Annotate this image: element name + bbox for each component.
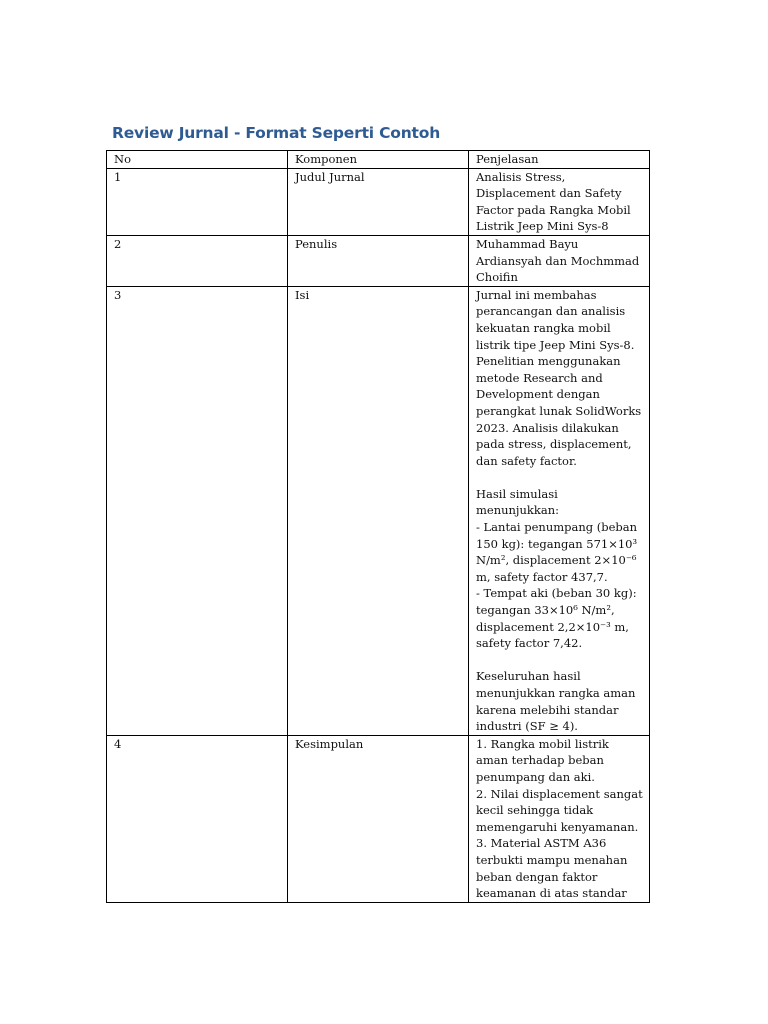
cell-komponen: Kesimpulan <box>288 735 469 902</box>
cell-komponen: Judul Jurnal <box>288 168 469 235</box>
cell-penjelasan: 1. Rangka mobil listrik aman terhadap beban penumpang dan aki. 2. Nilai displacement sangat kecil sehingga tidak memengaruhi kenyamanan. 3. Material ASTM A36 terbukti mampu menahan beban dengan faktor keamanan di atas standar <box>469 735 650 902</box>
header-komponen: Komponen <box>288 151 469 169</box>
table-row <box>107 168 650 235</box>
table-row <box>107 735 650 902</box>
cell-komponen: Penulis <box>288 235 469 286</box>
header-no: No <box>107 151 288 169</box>
table-row <box>107 286 650 735</box>
header-penjelasan: Penjelasan <box>469 151 650 169</box>
review-table <box>106 150 650 903</box>
table-header-row <box>107 151 650 169</box>
cell-penjelasan: Muhammad Bayu Ardiansyah dan Mochmmad Choifin <box>469 235 650 286</box>
cell-penjelasan: Analisis Stress, Displacement dan Safety Factor pada Rangka Mobil Listrik Jeep Mini Sys-8 <box>469 168 650 235</box>
cell-penjelasan: Jurnal ini membahas perancangan dan analisis kekuatan rangka mobil listrik tipe Jeep Mini Sys-8. Penelitian menggunakan metode Research and Development dengan perangkat lunak SolidWorks 2023. Analisis dilakukan pada stress, displacement, dan safety factor. Hasil simulasi menunjukkan: - Lantai penumpang (beban 150 kg): tegangan 571×10³ N/m², displacement 2×10⁻⁶ m, safety factor 437,7. - Tempat aki (beban 30 kg): tegangan 33×10⁶ N/m², displacement 2,2×10⁻³ m, safety factor 7,42. Keseluruhan hasil menunjukkan rangka aman karena melebihi standar industri (SF ≥ 4). <box>469 286 650 735</box>
cell-no: 1 <box>107 168 288 235</box>
table-row <box>107 235 650 286</box>
document-title: Review Jurnal - Format Seperti Contoh <box>112 124 441 142</box>
cell-komponen: Isi <box>288 286 469 735</box>
cell-no: 2 <box>107 235 288 286</box>
cell-no: 3 <box>107 286 288 735</box>
cell-no: 4 <box>107 735 288 902</box>
